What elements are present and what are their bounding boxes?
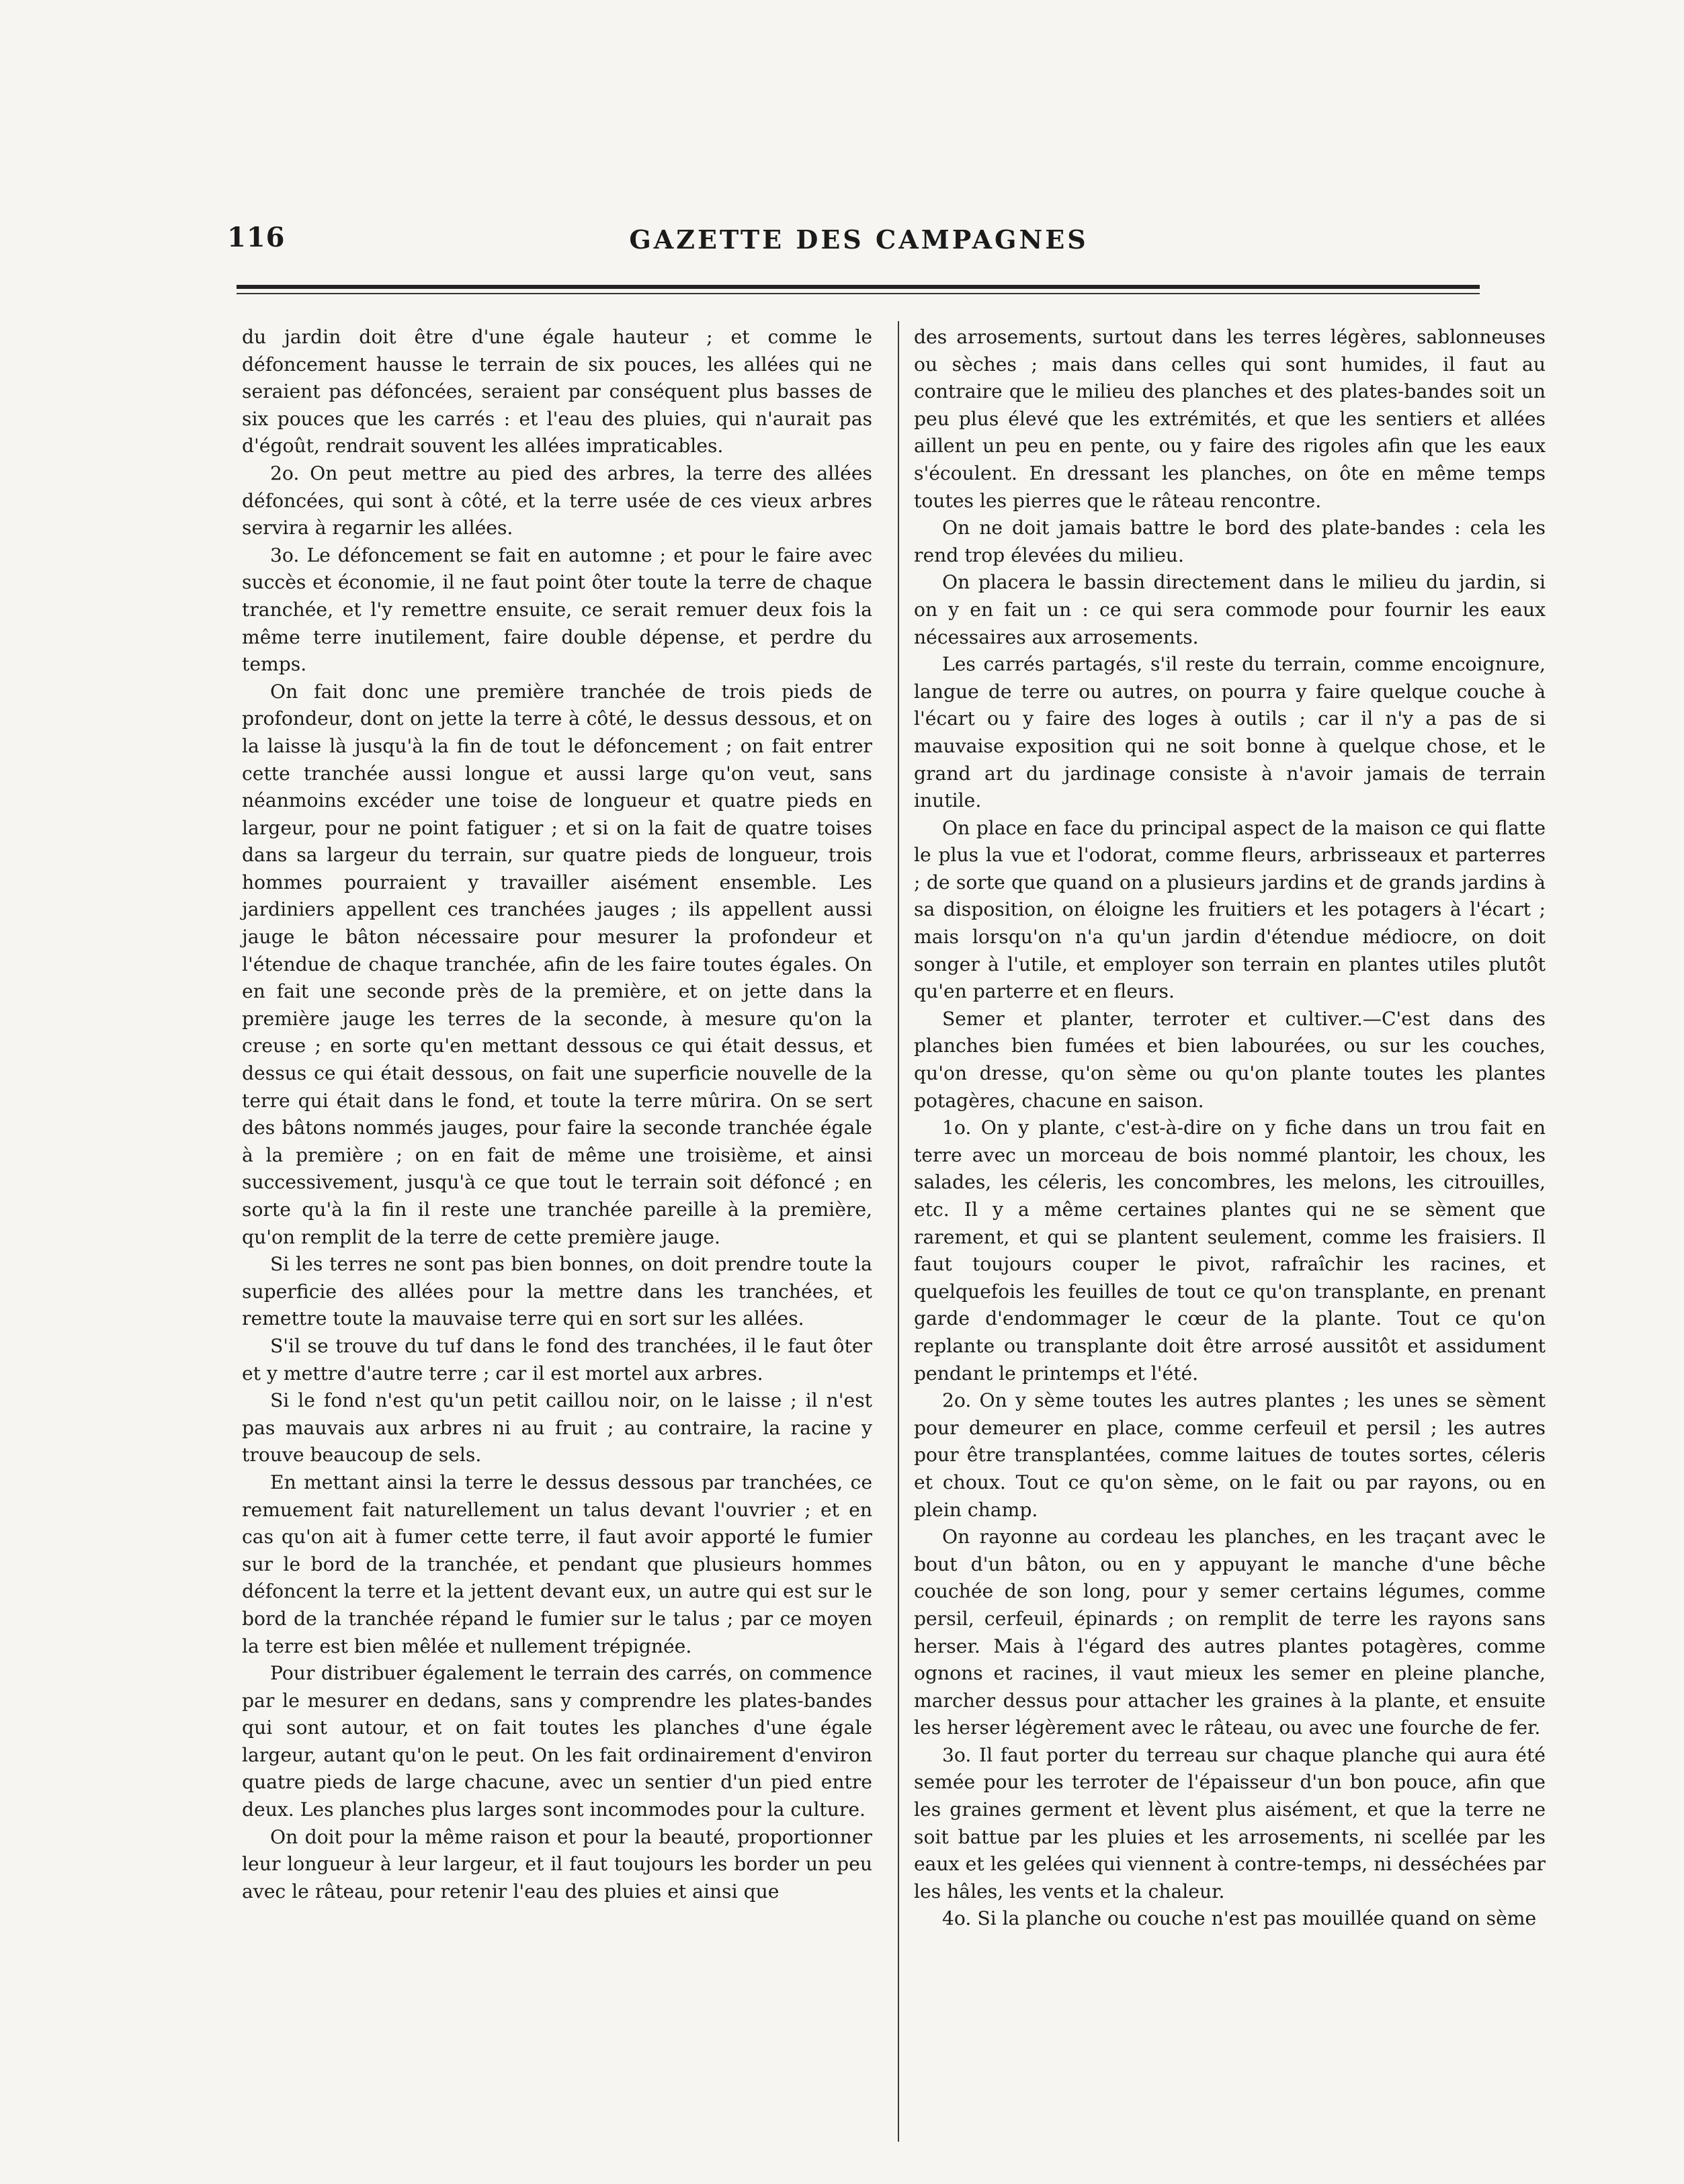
page-header — [227, 222, 1490, 269]
right-column — [914, 324, 1546, 1933]
paragraph: Si les terres ne sont pas bien bonnes, on doit prendre toute la superficie des allées pour la mettre dans les tranchées, et remettre toute la mauvaise terre qui en sort sur les allées. — [242, 1253, 872, 1330]
paragraph: On place en face du principal aspect de la maison ce qui flatte le plus la vue et l'odorat, comme fleurs, arbrisseaux et parterres ; de sorte que quand on a plusieurs jardins et de grands jardins à sa disposition, on éloigne les fruitiers et les potagers à l'écart ; mais lorsqu'on n'a qu'un jardin d'étendue médiocre, on doit songer à l'utile, et employer son terrain en plantes utiles plutôt qu'en parterre et en fleurs. — [914, 816, 1546, 1003]
paragraph: On ne doit jamais battre le bord des plate-bandes : cela les rend trop élevées du milieu. — [914, 517, 1546, 566]
paragraph: 3o. Le défoncement se fait en automne ; et pour le faire avec succès et économie, il ne faut point ôter toute la terre de chaque tranchée, et l'y remettre ensuite, ce serait remuer deux fois la même terre inutilement, faire double dépense, et perdre du temps. — [242, 543, 872, 676]
paragraph: 4o. Si la planche ou couche n'est pas mouillée quand on sème — [942, 1907, 1537, 1930]
paragraph: 2o. On y sème toutes les autres plantes ; les unes se sèment pour demeurer en place, comme cerfeuil et persil ; les autres pour être transplantées, comme laitues de toutes sortes, céleris et choux. Tout ce qu'on sème, on le fait ou par rayons, ou en plein champ. — [914, 1389, 1546, 1521]
paragraph: On doit pour la même raison et pour la beauté, proportionner leur longueur à leur largeur, et il faut toujours les border un peu avec le râteau, pour retenir l'eau des pluies et ainsi que — [242, 1825, 872, 1903]
paragraph: Les carrés partagés, s'il reste du terrain, comme encoignure, langue de terre ou autres, on pourra y faire quelque couche à l'écart ou y faire des loges à outils ; car il n'y a pas de si mauvaise exposition qui ne soit bonne à quelque chose, et le grand art du jardinage consiste à n'avoir jamais de terrain inutile. — [914, 653, 1546, 812]
header-rule-thick — [237, 285, 1480, 289]
header-rule-thin — [237, 293, 1480, 294]
paragraph: 1o. On y plante, c'est-à-dire on y fiche dans un trou fait en terre avec un morceau de bois nommé plantoir, les choux, les salades, les céleris, les concombres, les melons, les citrouilles, etc. Il y a même certaines plantes qui ne se sèment que rarement, et qui se plantent seulement, comme les fraisiers. Il faut toujours couper le pivot, rafraîchir les racines, et quelquefois les feuilles de tout ce qu'on transplante, en prenant garde d'endommager le cœur de la plante. Tout ce qu'on replante ou transplante doit être arrosé aussitôt et assidument pendant le printemps et l'été. — [914, 1117, 1546, 1385]
paragraph: On placera le bassin directement dans le milieu du jardin, si on y en fait un : ce qui sera commode pour fournir les eaux nécessaires aux arrosements. — [914, 571, 1546, 648]
running-title: GAZETTE DES CAMPAGNES — [629, 224, 1089, 255]
paragraph: Semer et planter, terroter et cultiver.—C'est dans des planches bien fumées et bien labourées, ou sur les couches, qu'on dresse, qu'on sème ou qu'on plante toutes les plantes potagères, chacune en saison. — [914, 1007, 1546, 1112]
paragraph: On fait donc une première tranchée de trois pieds de profondeur, dont on jette la terre à côté, le dessus dessous, et on la laisse là jusqu'à la fin de tout le défoncement ; on fait entrer cette tranchée aussi longue et aussi large qu'on veut, sans néanmoins excéder une toise de longueur et quatre pieds en largeur, pour ne point fatiguer ; et si on la fait de quatre toises dans sa largeur du terrain, sur quatre pieds de longueur, trois hommes pourraient y travailler aisément ensemble. Les jardiniers appellent ces tranchées jauges ; ils appellent aussi jauge le bâton nécessaire pour mesurer la profondeur et l'étendue de chaque tranchée, afin de les faire toutes égales. On en fait une seconde près de la première, et on jette dans la première jauge les terres de la seconde, à mesure qu'on la creuse ; en sorte qu'en mettant dessous ce qui était dessus, et dessus ce qui était dessous, on fait une superficie nouvelle de la terre qui était dans le fond, et toute la terre mûrira. On se sert des bâtons nommés jauges, pour faire la seconde tranchée égale à la première ; on en fait de même une troisième, et ainsi successivement, jusqu'à ce que tout le terrain soit défoncé ; en sorte qu'à la fin il reste une tranchée pareille à la première, qu'on remplit de la terre de cette première jauge. — [242, 680, 872, 1248]
paragraph: du jardin doit être d'une égale hauteur ; et comme le défoncement hausse le terrain de six pouces, les allées qui ne seraient pas défoncées, seraient par conséquent plus basses de six pouces que les carrés : et l'eau des pluies, qui n'aurait pas d'égoût, rendrait souvent les allées impraticables. — [242, 326, 872, 457]
paragraph: Pour distribuer également le terrain des carrés, on commence par le mesurer en dedans, sans y comprendre les plates-bandes qui sont autour, et on fait toutes les planches d'une égale largeur, autant qu'on le peut. On les fait ordinairement d'environ quatre pieds de large chacune, avec un sentier d'un pied entre deux. Les planches plus larges sont incommodes pour la culture. — [242, 1662, 872, 1821]
paragraph: Si le fond n'est qu'un petit caillou noir, on le laisse ; il n'est pas mauvais aux arbres ni au fruit ; au contraire, la racine y trouve beaucoup de sels. — [242, 1389, 872, 1467]
paragraph: En mettant ainsi la terre le dessus dessous par tranchées, ce remuement fait naturellement un talus devant l'ouvrier ; et en cas qu'on ait à fumer cette terre, il faut avoir apporté le fumier sur le bord de la tranchée, et pendant que plusieurs hommes défoncent la terre et la jettent devant eux, un autre qui est sur le bord de la tranchée répand le fumier sur le talus ; par ce moyen la terre est bien mêlée et nullement trépignée. — [242, 1471, 872, 1657]
paragraph: des arrosements, surtout dans les terres légères, sablonneuses ou sèches ; mais dans celles qui sont humides, il faut au contraire que le milieu des planches et des plates-bandes soit un peu plus élevé que les extrémités, et que les sentiers et allées aillent un peu en pente, ou y faire des rigoles afin que les eaux s'écoulent. En dressant les planches, on ôte en même temps toutes les pierres que le râteau rencontre. — [914, 326, 1546, 512]
paragraph: 2o. On peut mettre au pied des arbres, la terre des allées défoncées, qui sont à côté, et la terre usée de ces vieux arbres servira à regarnir les allées. — [242, 462, 872, 539]
paragraph: 3o. Il faut porter du terreau sur chaque planche qui aura été semée pour les terroter de l'épaisseur d'un bon pouce, afin que les graines germent et lèvent plus aisément, et que la terre ne soit battue par les pluies et les arrosements, ni scellée par les eaux et les gelées qui viennent à contre-temps, ni desséchées par les hâles, les vents et la chaleur. — [914, 1743, 1546, 1903]
paragraph: S'il se trouve du tuf dans le fond des tranchées, il le faut ôter et y mettre d'autre terre ; car il est mortel aux arbres. — [242, 1334, 872, 1385]
page-number: 116 — [227, 222, 286, 253]
paragraph: On rayonne au cordeau les planches, en les traçant avec le bout d'un bâton, ou en y appuyant le manche d'une bêche couchée de son long, pour y semer certains légumes, comme persil, cerfeuil, épinards ; on remplit de terre les rayons sans herser. Mais à l'égard des autres plantes potagères, comme ognons et racines, il vaut mieux les semer en pleine planche, marcher dessus pour attacher les graines à la plante, et ensuite les herser légèrement avec le râteau, ou avec une fourche de fer. — [914, 1526, 1546, 1739]
column-divider — [898, 321, 899, 2142]
left-column — [242, 324, 872, 1905]
